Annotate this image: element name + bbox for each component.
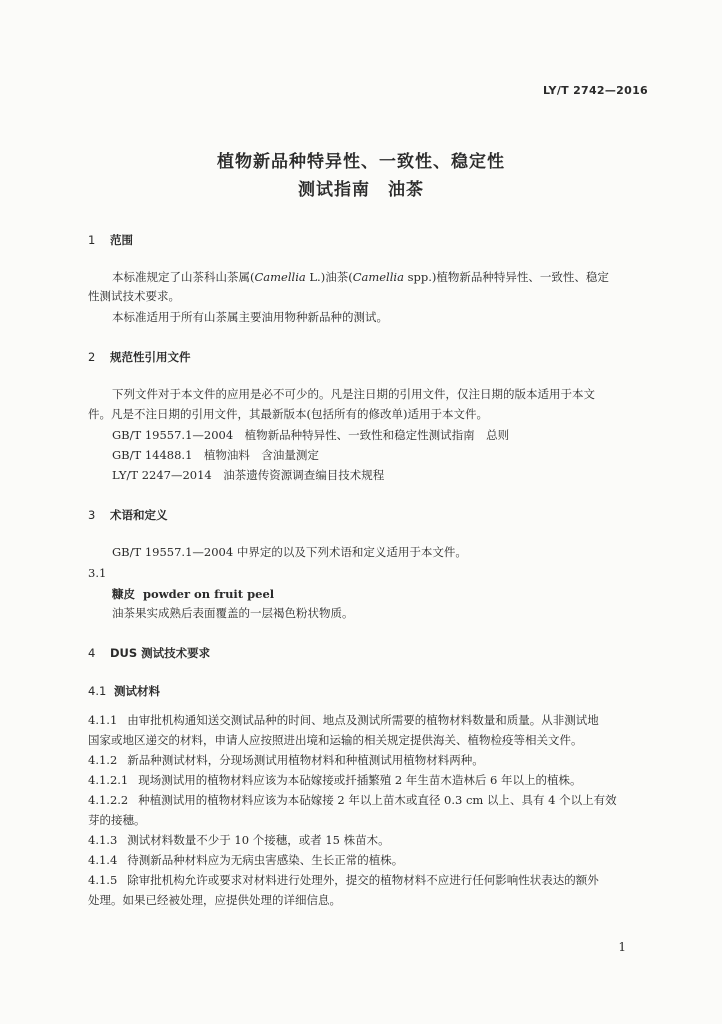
term-number: 3.1 <box>88 566 107 580</box>
clause-line: 处理。如果已经被处理，应提供处理的详细信息。 <box>88 893 341 907</box>
clause-number: 4.1.2 <box>88 753 118 767</box>
genus-name: Camellia <box>352 270 404 284</box>
subsection-number: 4.1 <box>88 684 107 698</box>
text-run: 本标准规定了山茶科山茶属( <box>112 270 255 284</box>
s1-paragraph2: 本标准适用于所有山茶属主要油用物种新品种的测试。 <box>112 310 388 324</box>
clause-line <box>88 791 617 809</box>
clause-text: 除审批机构允许或要求对材料进行处理外，提交的植物材料不应进行任何影响性状表达的额外 <box>127 873 599 887</box>
reference-item: GB/T 14488.1 植物油料 含油量测定 <box>112 448 319 462</box>
clause-line: 国家或地区递交的材料，申请人应按照进出境和运输的相关规定提供海关、植物检疫等相关文件。 <box>88 733 583 747</box>
subsection-title: 测试材料 <box>114 684 160 698</box>
clause-line <box>88 751 484 769</box>
page-number: 1 <box>618 940 626 954</box>
section-number: 2 <box>88 350 96 364</box>
standard-number: LY/T 2742—2016 <box>542 84 648 97</box>
clause-text: 现场测试用的植物材料应该为本砧嫁接或扦插繁殖 2 年生苗木造林后 6 年以上的植株。 <box>138 773 582 787</box>
section-number: 3 <box>88 508 96 522</box>
reference-item: LY/T 2247—2014 油茶遗传资源调查编目技术规程 <box>112 468 385 482</box>
section-title: 范围 <box>110 233 133 247</box>
section-3-heading <box>88 507 168 523</box>
clause-line: 芽的接穗。 <box>88 813 146 827</box>
genus-name: Camellia <box>254 270 306 284</box>
clause-text: 种植测试用的植物材料应该为本砧嫁接 2 年以上苗木或直径 0.3 cm 以上、具有 4 个以上有效 <box>138 793 617 807</box>
clause-number: 4.1.3 <box>88 833 118 847</box>
clause-line <box>88 711 599 729</box>
section-number: 1 <box>88 233 96 247</box>
clause-line <box>88 851 403 869</box>
s1-paragraph1-line2: 性测试技术要求。 <box>88 289 180 303</box>
section-2-heading <box>88 349 191 365</box>
s3-paragraph: GB/T 19557.1—2004 中界定的以及下列术语和定义适用于本文件。 <box>112 545 467 559</box>
section-title: 规范性引用文件 <box>110 350 191 364</box>
clause-line <box>88 831 390 849</box>
document-title-line2: 测试指南 油茶 <box>298 180 424 200</box>
term-chinese: 糠皮 <box>112 587 135 601</box>
clause-number: 4.1.2.1 <box>88 773 129 787</box>
clause-line <box>88 771 582 789</box>
section-1-heading <box>88 232 133 248</box>
section-title: 术语和定义 <box>110 508 168 522</box>
section-title: DUS 测试技术要求 <box>110 646 211 660</box>
s2-paragraph-line1: 下列文件对于本文件的应用是必不可少的。凡是注日期的引用文件，仅注日期的版本适用于本文 <box>112 387 595 401</box>
clause-text: 由审批机构通知送交测试品种的时间、地点及测试所需要的植物材料数量和质量。从非测试地 <box>127 713 599 727</box>
term-definition: 油茶果实成熟后表面覆盖的一层褐色粉状物质。 <box>112 606 354 620</box>
clause-line <box>88 871 599 889</box>
clause-number: 4.1.2.2 <box>88 793 129 807</box>
term-english: powder on fruit peel <box>143 587 275 601</box>
clause-text: 测试材料数量不少于 10 个接穗，或者 15 株苗木。 <box>127 833 390 847</box>
text-run: spp.)植物新品种特异性、一致性、稳定 <box>403 270 609 284</box>
s1-paragraph1-line1 <box>112 268 609 286</box>
term-entry <box>112 586 274 602</box>
section-number: 4 <box>88 646 96 660</box>
reference-item: GB/T 19557.1—2004 植物新品种特异性、一致性和稳定性测试指南 总则 <box>112 428 510 442</box>
section-4-heading <box>88 645 210 661</box>
subsection-4-1-heading <box>88 683 160 699</box>
clause-text: 待测新品种材料应为无病虫害感染、生长正常的植株。 <box>127 853 404 867</box>
clause-text: 新品种测试材料，分现场测试用植物材料和种植测试用植物材料两种。 <box>127 753 484 767</box>
text-run: L.)油茶( <box>305 270 353 284</box>
s2-paragraph-line2: 件。凡是不注日期的引用文件，其最新版本(包括所有的修改单)适用于本文件。 <box>88 407 488 421</box>
clause-number: 4.1.1 <box>88 713 118 727</box>
clause-number: 4.1.5 <box>88 873 118 887</box>
clause-number: 4.1.4 <box>88 853 118 867</box>
document-title-line1: 植物新品种特异性、一致性、稳定性 <box>217 152 505 172</box>
